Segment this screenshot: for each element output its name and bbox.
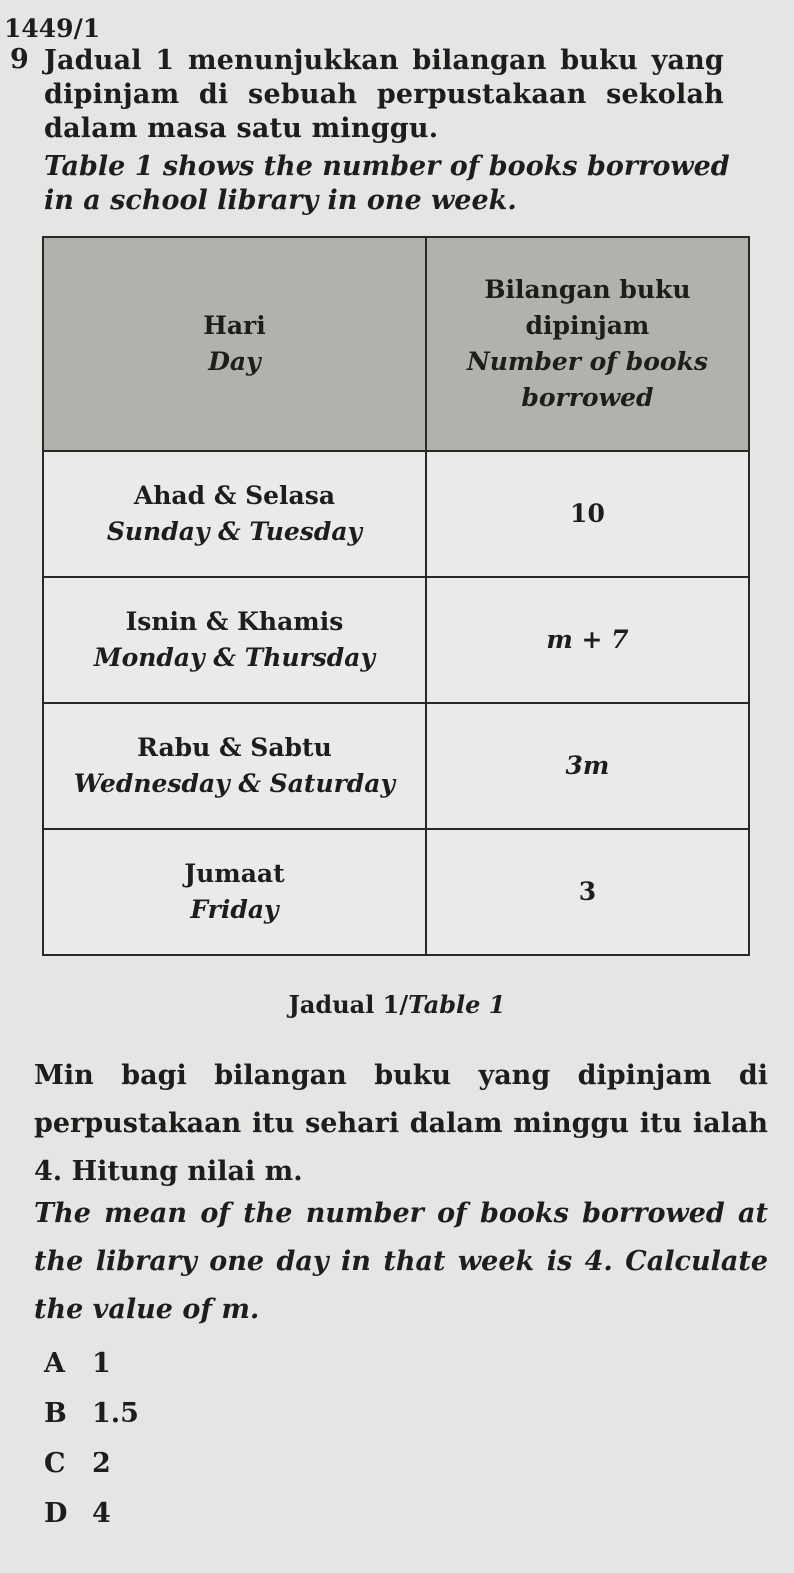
option-a[interactable] xyxy=(44,1338,139,1388)
question-text-malay: Jadual 1 menunjukkan bilangan buku yang dipinjam di sebuah perpustakaan sekolah dalam masa satu minggu. xyxy=(44,45,724,144)
books-cell: 10 xyxy=(426,451,749,577)
day-cell xyxy=(43,829,426,955)
table-row xyxy=(43,703,749,829)
header-books-english: Number of books borrowed xyxy=(466,347,708,412)
question-text-english: Table 1 shows the number of books borrowed in a school library in one week. xyxy=(44,151,730,216)
prompt-text-malay: Min bagi bilangan buku yang dipinjam di perpustakaan itu sehari dalam minggu itu ialah 4. Hitung nilai m. xyxy=(34,1060,768,1187)
caption-english: Table 1 xyxy=(408,990,506,1019)
table-caption xyxy=(0,990,794,1019)
day-cell xyxy=(43,703,426,829)
day-english: Friday xyxy=(190,895,279,924)
option-value: 4 xyxy=(92,1497,111,1529)
header-day-cell xyxy=(43,237,426,451)
day-malay: Isnin & Khamis xyxy=(125,607,344,636)
option-c[interactable] xyxy=(44,1438,139,1488)
option-letter: B xyxy=(44,1397,67,1429)
books-cell: 3 xyxy=(426,829,749,955)
option-letter: D xyxy=(44,1497,68,1529)
day-malay: Jumaat xyxy=(184,859,285,888)
table-row xyxy=(43,451,749,577)
day-cell xyxy=(43,577,426,703)
day-english: Sunday & Tuesday xyxy=(106,517,363,546)
option-value: 1 xyxy=(92,1347,111,1379)
question-number: 9 xyxy=(10,44,29,75)
header-books-cell xyxy=(426,237,749,451)
header-day-english: Day xyxy=(208,347,261,376)
header-day-malay: Hari xyxy=(203,311,266,340)
answer-options xyxy=(44,1338,139,1538)
option-b[interactable] xyxy=(44,1388,139,1438)
day-malay: Ahad & Selasa xyxy=(133,481,336,510)
books-cell: m + 7 xyxy=(426,577,749,703)
option-value: 2 xyxy=(92,1447,111,1479)
day-english: Wednesday & Saturday xyxy=(73,769,396,798)
page-code: 1449/1 xyxy=(4,14,101,43)
option-d[interactable] xyxy=(44,1488,139,1538)
books-borrowed-table xyxy=(42,236,750,956)
table-row xyxy=(43,829,749,955)
books-table-container xyxy=(42,236,750,956)
option-letter: A xyxy=(44,1347,65,1379)
prompt-text-english: The mean of the number of books borrowed at the library one day in that week is 4. Calculate the value of m. xyxy=(34,1198,768,1325)
books-cell: 3m xyxy=(426,703,749,829)
header-books-malay: Bilangan buku dipinjam xyxy=(484,275,691,340)
option-value: 1.5 xyxy=(92,1397,139,1429)
caption-malay: Jadual 1/ xyxy=(288,990,409,1019)
day-english: Monday & Thursday xyxy=(93,643,376,672)
option-letter: C xyxy=(44,1447,66,1479)
day-malay: Rabu & Sabtu xyxy=(137,733,332,762)
table-row xyxy=(43,577,749,703)
table-header-row xyxy=(43,237,749,451)
day-cell xyxy=(43,451,426,577)
